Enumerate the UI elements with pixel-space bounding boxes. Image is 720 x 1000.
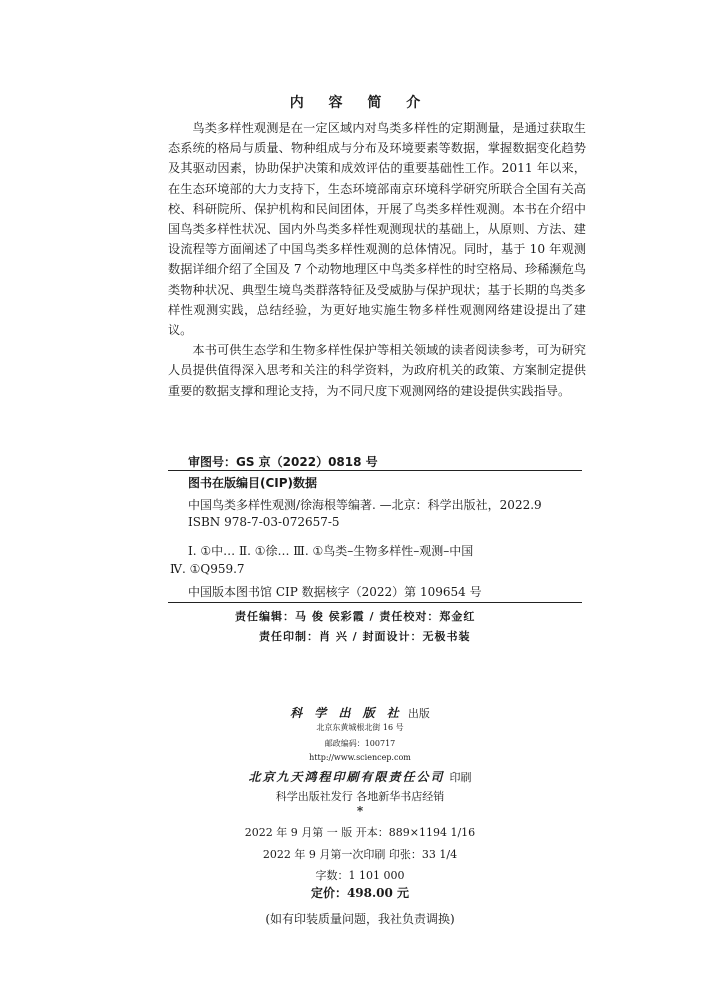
publisher-postcode: 邮政编码：100717 [324, 739, 396, 748]
publisher-logo-text: 科 学 出 版 社 [290, 706, 403, 720]
printer-name: 北京九天鸿程印刷有限责任公司 [248, 770, 445, 784]
divider-top [168, 470, 582, 471]
production-credit: 责任印制：肖 兴 / 封面设计：无极书装 [259, 630, 471, 643]
printer-suffix: 印刷 [449, 771, 472, 784]
summary-paragraph-2: 本书可供生态学和生物多样性保护等相关领域的读者阅读参考，可为研究人员提供值得深入思考和关注的科学资料，为政府机关的政策、方案制定提供重要的数据支撑和理论支持，为不同尺度下观测网络的建设提供实践指导。 [168, 343, 586, 398]
page-title: 内 容 简 介 [289, 95, 431, 111]
quality-note: (如有印装质量问题，我社负责调换) [265, 912, 455, 926]
divider-bottom [168, 602, 582, 603]
distribution-line: 科学出版社发行 各地新华书店经销 [275, 790, 445, 803]
printer-line [0, 766, 720, 785]
word-count: 字数：1 101 000 [315, 869, 405, 882]
price: 定价：498.00 元 [310, 886, 410, 900]
cip-heading: 图书在版编目(CIP)数据 [188, 476, 318, 490]
printing-line: 2022 年 9 月第一次印刷 印张：33 1/4 [262, 848, 458, 861]
publisher-address: 北京东黄城根北街 16 号 [316, 723, 404, 732]
map-review-number: 审图号：GS 京（2022）0818 号 [188, 455, 378, 469]
cip-isbn: ISBN 978-7-03-072657-5 [188, 515, 340, 529]
cip-classification-line: Ⅰ. ①中… Ⅱ. ①徐… Ⅲ. ①鸟类–生物多样性–观测–中国 [188, 544, 474, 558]
edition-line: 2022 年 9 月第 一 版 开本：889×1194 1/16 [244, 826, 476, 839]
publisher-line [0, 702, 720, 721]
cip-class-number: Ⅳ. ①Q959.7 [170, 562, 245, 576]
editors-credit: 责任编辑：马 俊 侯彩霞 / 责任校对：郑金红 [235, 610, 476, 623]
summary-paragraph-1: 鸟类多样性观测是在一定区域内对鸟类多样性的定期测量，是通过获取生态系统的格局与质量、物种组成与分布及环境要素等数据，掌握数据变化趋势及其驱动因素，协助保护决策和成效评估的重要基础性工作。2011 年以来，在生态环境部的大力支持下，生态环境部南京环境科学研究所联合全国有关高校、科研院所、保护机构和民间团体，开展了鸟类多样性观测。本书在介绍中国鸟类多样性状况、国内外鸟类多样性观测现状的基础上，从原则、方法、建设流程等方面阐述了中国鸟类多样性观测的总体情况。同时，基于 10 年观测数据详细介绍了全国及 7 个动物地理区中鸟类多样性的时空格局、珍稀濒危鸟类物种状况、典型生境鸟类群落特征及受威胁与保护现状；基于长期的鸟类多样性观测实践，总结经验，为更好地实施生物多样性观测网络建设提出了建议。 [168, 121, 586, 338]
separator-star: * [356, 804, 364, 818]
summary-text [168, 118, 586, 401]
publisher-suffix: 出版 [407, 707, 430, 720]
cip-bibliographic-line: 中国鸟类多样性观测/徐海根等编著. —北京：科学出版社，2022.9 [188, 498, 542, 512]
publisher-website: http://www.sciencep.com [309, 753, 411, 762]
cip-record-number: 中国版本图书馆 CIP 数据核字（2022）第 109654 号 [188, 585, 482, 599]
